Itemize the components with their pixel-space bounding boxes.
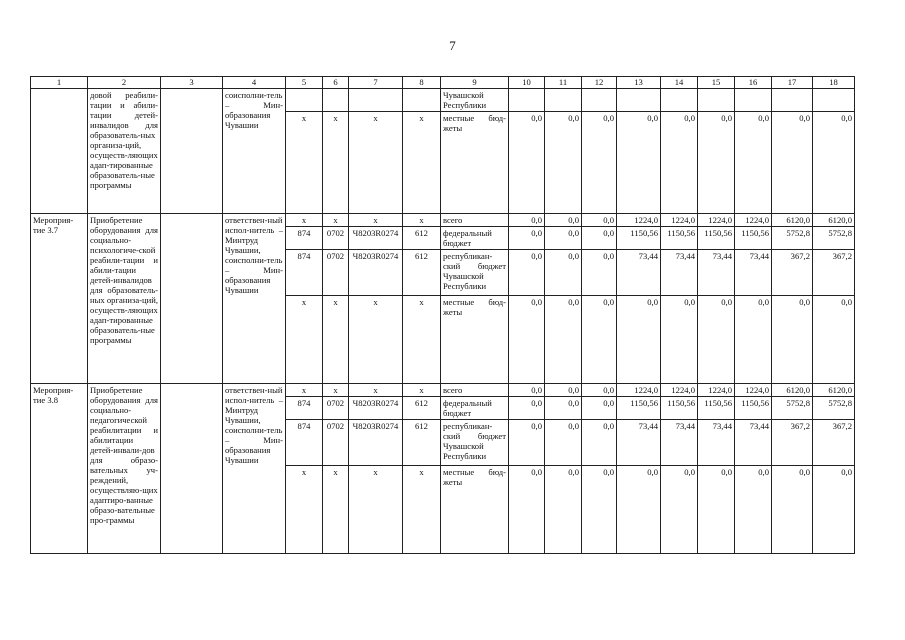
table-cell: 1150,56 (617, 227, 661, 250)
table-cell: 0,0 (772, 112, 813, 214)
table-cell: местные бюд-жеты (441, 112, 509, 214)
table-cell: федеральный бюджет (441, 397, 509, 420)
table-cell: 73,44 (735, 250, 772, 296)
table-cell: 874 (286, 420, 323, 466)
table-cell: ответствен-ный испол-нитель – Минтруд Чувашии, соисполни-тель – Мин-образования Чувашии (223, 384, 286, 554)
table-cell: 0702 (323, 420, 349, 466)
table-cell: 0,0 (545, 227, 582, 250)
table-cell (582, 89, 617, 112)
table-cell: 0,0 (545, 466, 582, 554)
table-cell: 612 (403, 227, 441, 250)
table-cell: Ч8203R0274 (349, 420, 403, 466)
page-number: 7 (449, 38, 456, 53)
table-cell: 1150,56 (661, 227, 698, 250)
table-cell: x (286, 296, 323, 384)
table-cell: всего (441, 214, 509, 227)
table-cell: довой реабили-тации и абили-тации детей-инвалидов для образователь-ных организа-ций, осуществ-ляющих адап-тированные образователь-ные программы (88, 89, 161, 214)
table-cell: 1224,0 (617, 384, 661, 397)
table-cell: 0,0 (617, 296, 661, 384)
table-cell: 0,0 (545, 214, 582, 227)
table-cell: 1150,56 (735, 397, 772, 420)
table-cell (772, 89, 813, 112)
table-cell: 0,0 (509, 420, 545, 466)
table-cell: 0,0 (582, 384, 617, 397)
table-cell: x (403, 112, 441, 214)
table-cell: 8 (403, 77, 441, 89)
table-cell: 0,0 (545, 384, 582, 397)
table-cell: 874 (286, 227, 323, 250)
table-cell: x (286, 384, 323, 397)
table-cell: x (323, 384, 349, 397)
table-cell: местные бюд-жеты (441, 466, 509, 554)
table-cell: 5752,8 (813, 227, 855, 250)
table-cell: 0,0 (545, 250, 582, 296)
table-cell: 17 (772, 77, 813, 89)
table-cell: 612 (403, 420, 441, 466)
table-cell (698, 89, 735, 112)
table-cell (735, 89, 772, 112)
table-cell: 0,0 (735, 466, 772, 554)
table-cell: 0,0 (545, 296, 582, 384)
table-cell: 5 (286, 77, 323, 89)
table-cell: x (403, 466, 441, 554)
table-cell: 73,44 (617, 420, 661, 466)
table-cell: 1224,0 (698, 384, 735, 397)
table-cell: 15 (698, 77, 735, 89)
table-cell: 12 (582, 77, 617, 89)
table-cell: 73,44 (661, 420, 698, 466)
header-row (31, 77, 855, 89)
table-row (31, 214, 855, 227)
table-cell: 0,0 (509, 397, 545, 420)
table-cell (161, 214, 223, 384)
table-cell: Мероприя-тие 3.8 (31, 384, 88, 554)
table-cell: федеральный бюджет (441, 227, 509, 250)
table-cell: республикан-ский бюджет Чувашской Республики (441, 250, 509, 296)
table-cell: 5752,8 (772, 397, 813, 420)
table-cell: 1224,0 (661, 214, 698, 227)
table-cell: 6120,0 (813, 384, 855, 397)
table-cell: 0,0 (509, 227, 545, 250)
table-cell: 10 (509, 77, 545, 89)
table-cell: республикан-ский бюджет Чувашской Республики (441, 420, 509, 466)
table-cell: 0,0 (735, 296, 772, 384)
table-cell: x (323, 112, 349, 214)
table-cell: 367,2 (813, 250, 855, 296)
table-cell: 0,0 (582, 250, 617, 296)
table-cell: 11 (545, 77, 582, 89)
table-cell (349, 89, 403, 112)
table-cell: 0,0 (617, 112, 661, 214)
table-cell: x (349, 214, 403, 227)
table-cell (813, 89, 855, 112)
table-cell: 367,2 (772, 420, 813, 466)
table-cell: соисполни-тель – Мин-образования Чувашии (223, 89, 286, 214)
table-cell: 1224,0 (735, 214, 772, 227)
table-cell: 367,2 (813, 420, 855, 466)
table-cell: x (349, 384, 403, 397)
table-cell: 0702 (323, 250, 349, 296)
budget-table (30, 76, 855, 554)
table-cell: 0,0 (582, 466, 617, 554)
table-cell: местные бюд-жеты (441, 296, 509, 384)
table-cell (31, 89, 88, 214)
table-cell: 6120,0 (772, 214, 813, 227)
table-cell: 5752,8 (772, 227, 813, 250)
table-cell (286, 89, 323, 112)
table-cell: x (286, 466, 323, 554)
table-cell: 874 (286, 397, 323, 420)
table-cell: 874 (286, 250, 323, 296)
table-row (31, 384, 855, 397)
table-cell: 1224,0 (698, 214, 735, 227)
table-cell (545, 89, 582, 112)
table-cell: ответствен-ный испол-нитель – Минтруд Чувашии, соисполни-тель – Мин-образования Чувашии (223, 214, 286, 384)
table-cell: 0,0 (813, 296, 855, 384)
table-cell (161, 89, 223, 214)
table-cell: 1150,56 (698, 227, 735, 250)
table-cell: 0702 (323, 227, 349, 250)
table-cell: 0,0 (772, 466, 813, 554)
table-cell: 1224,0 (661, 384, 698, 397)
table-cell: 0702 (323, 397, 349, 420)
table-cell: Ч8203R0274 (349, 250, 403, 296)
table-cell: 367,2 (772, 250, 813, 296)
table-cell: 73,44 (698, 250, 735, 296)
table-cell: 18 (813, 77, 855, 89)
table-cell: 0,0 (661, 112, 698, 214)
table-cell: Мероприя-тие 3.7 (31, 214, 88, 384)
table-cell: 0,0 (661, 296, 698, 384)
table-cell: 73,44 (735, 420, 772, 466)
table-row (31, 89, 855, 112)
table-cell: x (323, 214, 349, 227)
table-cell: x (403, 214, 441, 227)
table-cell: 1150,56 (617, 397, 661, 420)
table-cell: 0,0 (509, 296, 545, 384)
table-cell: 1224,0 (617, 214, 661, 227)
table-cell: 1150,56 (735, 227, 772, 250)
table-cell: x (349, 296, 403, 384)
table-cell: всего (441, 384, 509, 397)
table-cell: x (323, 466, 349, 554)
table-cell: 0,0 (772, 296, 813, 384)
table-cell: 612 (403, 250, 441, 296)
table-cell: 0,0 (661, 466, 698, 554)
table-cell: 0,0 (582, 214, 617, 227)
table-cell: x (323, 296, 349, 384)
table-cell: 0,0 (813, 112, 855, 214)
table-cell: 1150,56 (698, 397, 735, 420)
table-cell: 4 (223, 77, 286, 89)
table-cell: 0,0 (698, 466, 735, 554)
table-cell: 0,0 (545, 420, 582, 466)
table-cell: 14 (661, 77, 698, 89)
table-cell: Ч8203R0274 (349, 397, 403, 420)
table-cell: 0,0 (698, 112, 735, 214)
table-cell: 0,0 (509, 250, 545, 296)
table-cell: 0,0 (813, 466, 855, 554)
table-cell: Приобретение оборудования для социально-психологиче-ской реабили-тации и абили-тации детей-инвалидов для образователь-ных организа-ций, осуществ-ляющих адап-тированные образователь-ные программы (88, 214, 161, 384)
table-cell: Ч8203R0274 (349, 227, 403, 250)
table-cell: 0,0 (509, 384, 545, 397)
table-cell: 1150,56 (661, 397, 698, 420)
table-cell: 9 (441, 77, 509, 89)
table-cell: x (349, 466, 403, 554)
table-cell: x (403, 296, 441, 384)
table-cell: 0,0 (582, 296, 617, 384)
table-cell: 73,44 (698, 420, 735, 466)
table-cell: 0,0 (735, 112, 772, 214)
table-cell: 6120,0 (813, 214, 855, 227)
table-cell: x (349, 112, 403, 214)
table-cell: x (286, 112, 323, 214)
table-cell: 0,0 (582, 112, 617, 214)
table-cell: 0,0 (582, 420, 617, 466)
table-cell: 7 (349, 77, 403, 89)
table-cell: 13 (617, 77, 661, 89)
table-cell: 2 (88, 77, 161, 89)
table-cell: Приобретение оборудования для социально-педагогической реабилитации и абилитации детей-инвали-дов для образо-вательных уч-реждений, осуществляю-щих адаптиро-ванные образо-вательные про-граммы (88, 384, 161, 554)
table-cell: x (403, 384, 441, 397)
table-cell: 0,0 (582, 397, 617, 420)
table-cell: 0,0 (617, 466, 661, 554)
table-cell: x (286, 214, 323, 227)
table-cell: 73,44 (617, 250, 661, 296)
table-cell: 5752,8 (813, 397, 855, 420)
table-cell (509, 89, 545, 112)
table-cell (323, 89, 349, 112)
table-cell: 1224,0 (735, 384, 772, 397)
table-cell: 16 (735, 77, 772, 89)
table-cell (617, 89, 661, 112)
table-cell: 0,0 (545, 397, 582, 420)
table-cell: 1 (31, 77, 88, 89)
table-cell: 73,44 (661, 250, 698, 296)
table-cell (661, 89, 698, 112)
table-cell: 0,0 (545, 112, 582, 214)
table-cell: 6 (323, 77, 349, 89)
table-cell: 3 (161, 77, 223, 89)
table-cell: 0,0 (582, 227, 617, 250)
table-cell (161, 384, 223, 554)
table-cell: 0,0 (509, 112, 545, 214)
table-cell: 6120,0 (772, 384, 813, 397)
table-cell: 0,0 (509, 214, 545, 227)
table-cell (403, 89, 441, 112)
table-cell: 0,0 (698, 296, 735, 384)
table-cell: 0,0 (509, 466, 545, 554)
table-cell: 612 (403, 397, 441, 420)
table-cell: Чувашской Республики (441, 89, 509, 112)
